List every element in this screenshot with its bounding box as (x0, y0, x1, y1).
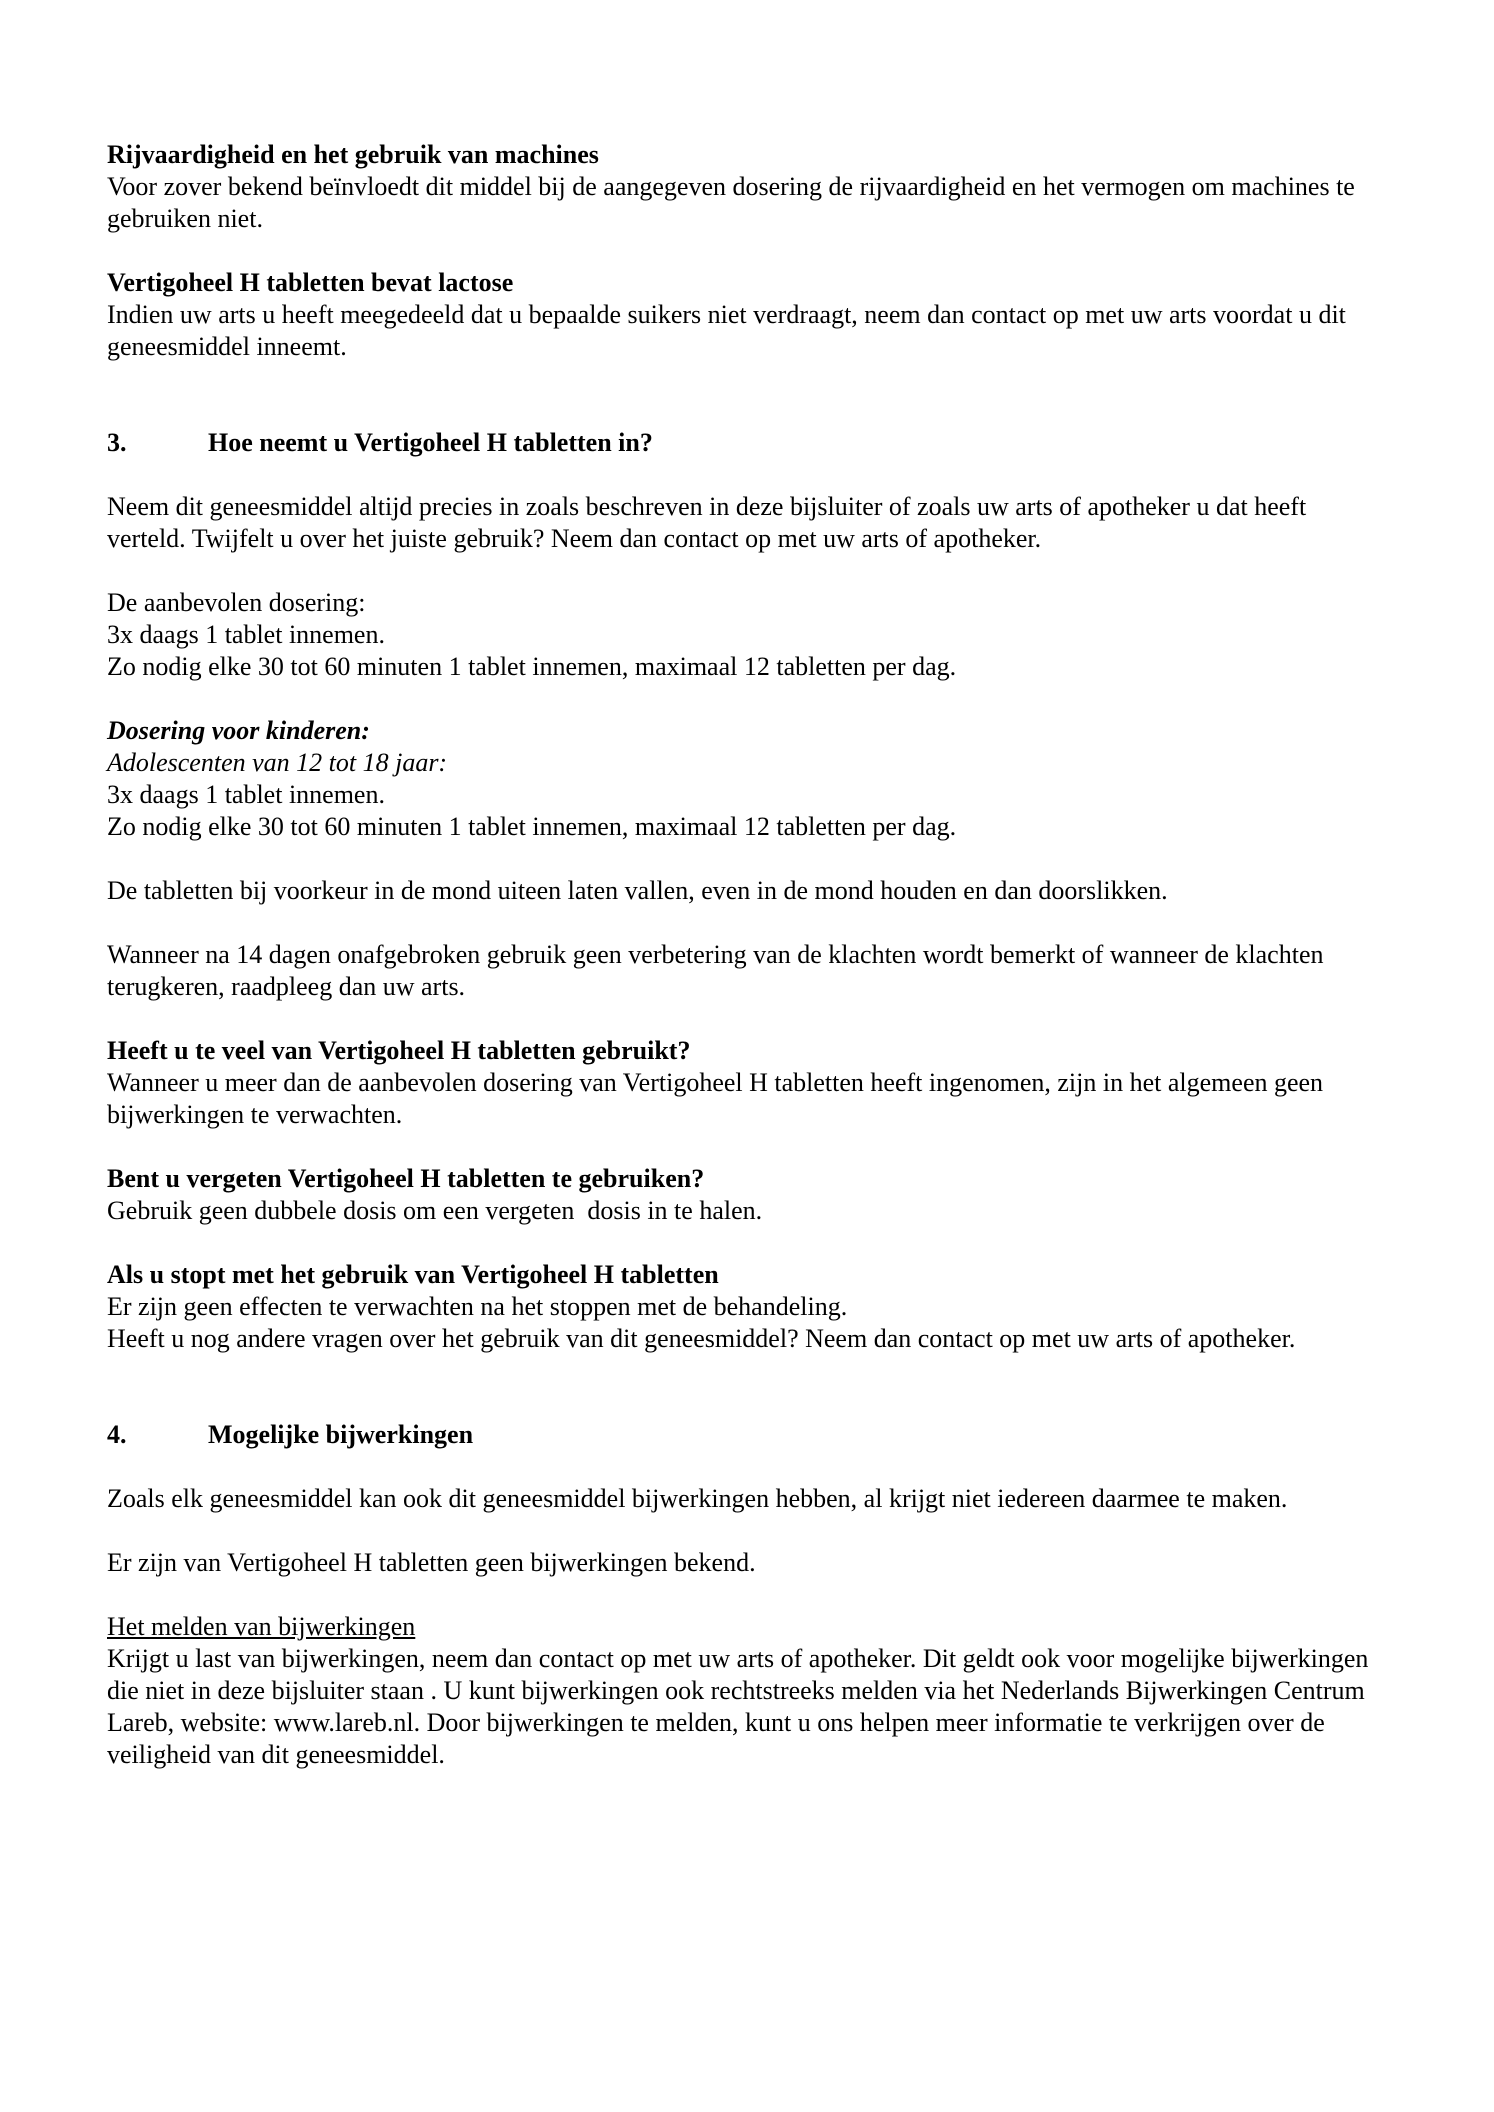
administration-text: De tabletten bij voorkeur in de mond uiteen laten vallen, even in de mond houden en dan doorslikken. (107, 876, 1168, 905)
children-dosage-line-2: Zo nodig elke 30 tot 60 minuten 1 tablet innemen, maximaal 12 tabletten per dag. (107, 812, 957, 841)
section3-intro-text: Neem dit geneesmiddel altijd precies in zoals beschreven in deze bijsluiter of zoals uw arts of apotheker u dat heeft verteld. Twijfelt u over het juiste gebruik? Neem dan contact op met uw arts of apotheker. (107, 492, 1313, 553)
children-dosage-line-1: 3x daags 1 tablet innemen. (107, 780, 385, 809)
lactose-body: Indien uw arts u heeft meegedeeld dat u bepaalde suikers niet verdraagt, neem dan contact op met uw arts voordat u dit geneesmiddel inneemt. (107, 300, 1353, 361)
dosage-block (107, 587, 1375, 683)
section4-intro (107, 1483, 1375, 1515)
lactose-heading: Vertigoheel H tabletten bevat lactose (107, 268, 514, 297)
section4-title: Mogelijke bijwerkingen (208, 1420, 474, 1449)
driving-body: Voor zover bekend beïnvloedt dit middel bij de aangegeven dosering de rijvaardigheid en het vermogen om machines te gebruiken niet. (107, 172, 1362, 233)
section-lactose (107, 267, 1375, 363)
section4-heading (107, 1419, 1375, 1451)
missed-dose-block (107, 1163, 1375, 1227)
no-side-effects-paragraph (107, 1547, 1375, 1579)
stopping-line-2: Heeft u nog andere vragen over het gebruik van dit geneesmiddel? Neem dan contact op met uw arts of apotheker. (107, 1324, 1296, 1353)
section3-intro (107, 491, 1375, 555)
reporting-heading: Het melden van bijwerkingen (107, 1612, 416, 1641)
section-driving (107, 139, 1375, 235)
reporting-block (107, 1611, 1375, 1771)
dosage-line-1: 3x daags 1 tablet innemen. (107, 620, 385, 649)
administration-paragraph (107, 875, 1375, 907)
stopping-block (107, 1259, 1375, 1355)
section4-intro-text: Zoals elk geneesmiddel kan ook dit geneesmiddel bijwerkingen hebben, al krijgt niet iedereen daarmee te maken. (107, 1484, 1288, 1513)
no-improvement-paragraph (107, 939, 1375, 1003)
children-dosage-heading: Dosering voor kinderen: (107, 716, 370, 745)
stopping-line-1: Er zijn geen effecten te verwachten na het stoppen met de behandeling. (107, 1292, 848, 1321)
reporting-body: Krijgt u last van bijwerkingen, neem dan contact op met uw arts of apotheker. Dit geldt ook voor mogelijke bijwerkingen die niet in deze bijsluiter staan . U kunt bijwerkingen ook rechtstreeks melden via het Nederlands Bijwerkingen Centrum Lareb, website: www.lareb.nl. Door bijwerkingen te melden, kunt u ons helpen meer informatie te verkrijgen over de veiligheid van dit geneesmiddel. (107, 1644, 1375, 1769)
page-content (107, 139, 1375, 1771)
section3-number: 3. (107, 428, 127, 457)
section3-title: Hoe neemt u Vertigoheel H tabletten in? (208, 428, 653, 457)
no-side-effects-text: Er zijn van Vertigoheel H tabletten geen bijwerkingen bekend. (107, 1548, 756, 1577)
overdose-block (107, 1035, 1375, 1131)
children-dosage-block (107, 715, 1375, 843)
overdose-body: Wanneer u meer dan de aanbevolen dosering van Vertigoheel H tabletten heeft ingenomen, zijn in het algemeen geen bijwerkingen te verwachten. (107, 1068, 1330, 1129)
dosage-line-2: Zo nodig elke 30 tot 60 minuten 1 tablet innemen, maximaal 12 tabletten per dag. (107, 652, 957, 681)
dosage-label: De aanbevolen dosering: (107, 588, 366, 617)
section3-heading (107, 427, 1375, 459)
missed-dose-heading: Bent u vergeten Vertigoheel H tabletten te gebruiken? (107, 1164, 705, 1193)
overdose-heading: Heeft u te veel van Vertigoheel H tabletten gebruikt? (107, 1036, 691, 1065)
section4-number: 4. (107, 1420, 127, 1449)
children-dosage-subheading: Adolescenten van 12 tot 18 jaar: (107, 748, 448, 777)
missed-dose-body: Gebruik geen dubbele dosis om een vergeten dosis in te halen. (107, 1196, 763, 1225)
stopping-heading: Als u stopt met het gebruik van Vertigoheel H tabletten (107, 1260, 719, 1289)
driving-heading: Rijvaardigheid en het gebruik van machines (107, 140, 599, 169)
no-improvement-text: Wanneer na 14 dagen onafgebroken gebruik geen verbetering van de klachten wordt bemerkt of wanneer de klachten terugkeren, raadpleeg dan uw arts. (107, 940, 1330, 1001)
